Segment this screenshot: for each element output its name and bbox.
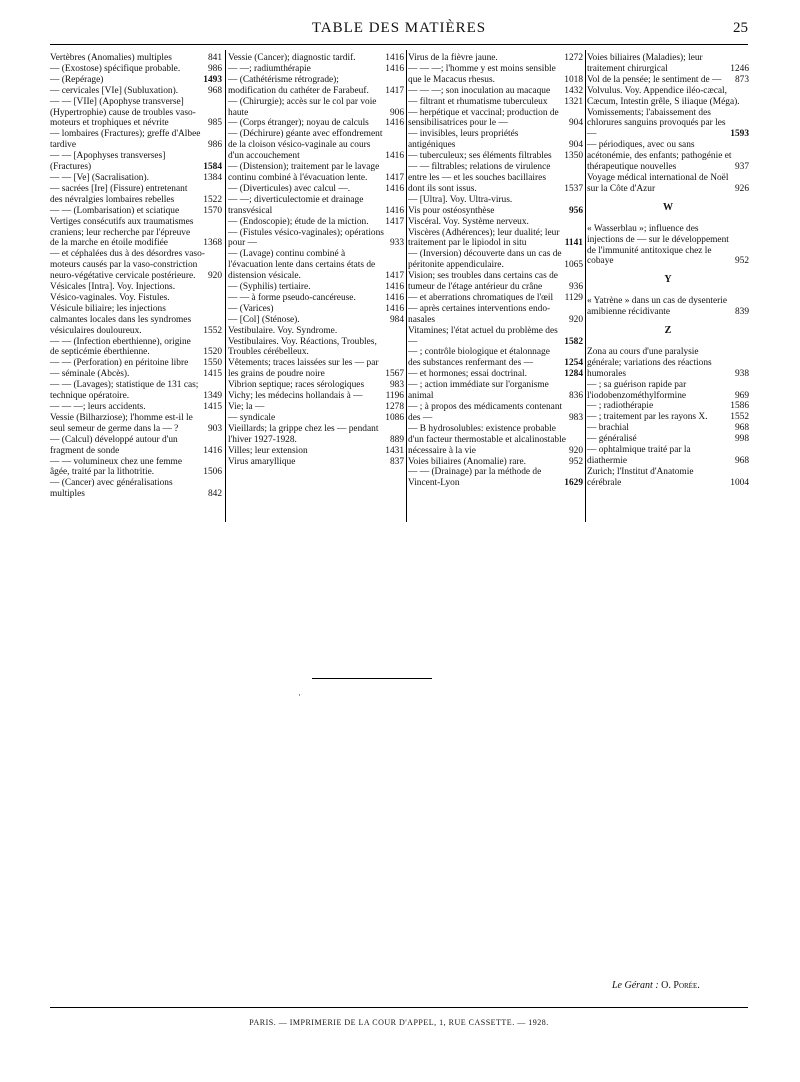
page-reference: 1416 bbox=[385, 53, 404, 63]
index-entry bbox=[50, 86, 222, 97]
entry-text: Vomissements; l'abaissement des chlorures sanguins provoqués par les — bbox=[587, 107, 726, 140]
entry-text: — (Déchirure) géante avec effondrement de la cloison vésico-vaginale au cours d'un accouchement bbox=[228, 129, 383, 162]
entry-text: Zona au cours d'une paralysie générale; variations des réactions humorales bbox=[587, 346, 712, 379]
page-reference: 933 bbox=[389, 238, 404, 249]
index-entry bbox=[50, 457, 222, 479]
page-reference: 1416 bbox=[385, 183, 404, 194]
gerant-label: Le Gérant : bbox=[612, 980, 659, 991]
index-entry bbox=[408, 195, 583, 206]
entry-text: Voies biliaires (Maladies); leur traitement chirurgical bbox=[587, 53, 703, 74]
entry-text: — cervicales [VIe] (Subluxation). bbox=[50, 85, 179, 96]
index-entry bbox=[50, 435, 222, 457]
index-entry bbox=[50, 129, 222, 151]
page-reference: 984 bbox=[389, 314, 404, 325]
entry-text: — — —; l'homme y est moins sensible que le Macacus rhesus. bbox=[408, 63, 556, 85]
index-entry bbox=[408, 457, 583, 468]
entry-text: — (Cancer) avec généralisations multiples bbox=[50, 478, 173, 500]
entry-text: Zurich; l'Institut d'Anatomie cérébrale bbox=[587, 466, 694, 488]
entry-text: Vêtements; traces laissées sur les — par les grains de poudre noire bbox=[228, 358, 379, 380]
index-entry bbox=[228, 293, 404, 304]
entry-text: « Yatrène » dans un cas de dysenterie amibienne récidivante bbox=[587, 296, 728, 318]
page-reference: 956 bbox=[568, 205, 583, 216]
entry-text: — ; traitement par les rayons X. bbox=[587, 412, 708, 423]
section-letter: Z bbox=[664, 325, 672, 337]
page-reference: 904 bbox=[568, 140, 583, 151]
page-reference: 889 bbox=[389, 434, 404, 445]
page-reference: 983 bbox=[568, 412, 583, 423]
entry-text: — — à forme pseudo-cancéreuse. bbox=[228, 292, 356, 303]
index-entry bbox=[50, 380, 222, 402]
page-reference: 1416 bbox=[203, 445, 222, 456]
index-entry bbox=[228, 249, 404, 282]
index-column-1 bbox=[50, 53, 222, 500]
entry-text: Viscéral. Voy. Système nerveux. bbox=[408, 216, 529, 227]
entry-text: Vol de la pensée; le sentiment de — bbox=[587, 74, 722, 85]
footer-rule bbox=[50, 1007, 748, 1008]
entry-text: — (Exostose) spécifique probable. bbox=[50, 63, 181, 74]
entry-text: — — volumineux chez une femme âgée, traité par la lithotritie. bbox=[50, 456, 182, 478]
index-entry bbox=[50, 369, 222, 380]
section-letter: W bbox=[663, 201, 673, 213]
entry-text: — lombaires (Fractures); greffe d'Albee tardive bbox=[50, 129, 201, 151]
page-reference: 1086 bbox=[385, 412, 404, 423]
index-entry bbox=[228, 217, 404, 228]
index-entry bbox=[228, 118, 404, 129]
page-reference: 1416 bbox=[385, 63, 404, 74]
entry-text: — sacrées [Ire] (Fissure) entretenant des névralgies lombaires rebelles bbox=[50, 183, 188, 205]
entry-text: — (Varices) bbox=[228, 303, 274, 314]
index-column-4 bbox=[587, 53, 749, 489]
index-entry bbox=[50, 64, 222, 75]
entry-text: Vésicales [Intra]. Voy. Injections. bbox=[50, 282, 176, 293]
page-reference: 1584 bbox=[203, 162, 222, 173]
index-entry bbox=[50, 53, 222, 64]
index-entry bbox=[408, 249, 583, 271]
page-reference: 1415 bbox=[203, 369, 222, 380]
end-rule bbox=[312, 678, 432, 679]
index-entry bbox=[587, 140, 749, 173]
index-entry bbox=[228, 304, 404, 315]
page-reference: 1416 bbox=[385, 205, 404, 216]
header-rule bbox=[50, 44, 748, 45]
index-entry bbox=[408, 369, 583, 380]
page-reference: 1321 bbox=[564, 96, 583, 107]
page-reference: 1537 bbox=[564, 183, 583, 194]
entry-text: Vertèbres (Anomalies) multiples bbox=[50, 53, 172, 63]
stray-mark: · bbox=[298, 690, 301, 700]
entry-text: — (Syphilis) tertiaire. bbox=[228, 282, 311, 293]
entry-text: — ; sa guérison rapide par l'iodobenzométhylformine bbox=[587, 379, 687, 401]
gerant-signature bbox=[612, 980, 700, 991]
entry-text: — invisibles, leurs propriétés antigéniques bbox=[408, 129, 519, 151]
index-entry bbox=[408, 228, 583, 250]
index-entry bbox=[228, 358, 404, 380]
page-reference: 952 bbox=[568, 456, 583, 467]
page-reference: 1384 bbox=[203, 172, 222, 183]
gerant-name: O. Porée. bbox=[661, 980, 700, 991]
page-reference: 1415 bbox=[203, 402, 222, 412]
page-reference: 1246 bbox=[730, 63, 749, 74]
index-entry bbox=[228, 184, 404, 195]
index-entry bbox=[587, 75, 749, 86]
entry-text: Vitamines; l'état actuel du problème des — bbox=[408, 325, 558, 347]
index-entry bbox=[228, 97, 404, 119]
index-entry bbox=[408, 271, 583, 293]
index-entry bbox=[50, 151, 222, 173]
page-reference: 1018 bbox=[564, 74, 583, 85]
index-entry bbox=[50, 75, 222, 86]
entry-text: — ; action immédiate sur l'organisme animal bbox=[408, 380, 549, 402]
entry-text: — (Chirurgie); accès sur le col par voie haute bbox=[228, 96, 377, 118]
index-entry bbox=[587, 108, 749, 141]
entry-text: — (Lavage) continu combiné à l'évacuation lente dans certains états de distension vésicale. bbox=[228, 249, 376, 282]
page-reference: 936 bbox=[568, 282, 583, 293]
page-reference: 968 bbox=[207, 85, 222, 96]
page-reference: 1349 bbox=[203, 391, 222, 402]
page-reference: 1004 bbox=[730, 477, 749, 488]
index-entry bbox=[587, 296, 749, 318]
index-entry bbox=[408, 97, 583, 108]
index-entry bbox=[228, 282, 404, 293]
entry-text: — ophtalmique traité par la diathermie bbox=[587, 445, 691, 466]
page-reference: 837 bbox=[389, 456, 404, 467]
index-entry bbox=[408, 326, 583, 348]
entry-text: Virus de la fièvre jaune. bbox=[408, 53, 498, 63]
entry-text: — [Ultra]. Voy. Ultra-virus. bbox=[408, 194, 513, 205]
page-reference: 985 bbox=[207, 118, 222, 129]
page-reference: 1567 bbox=[385, 369, 404, 380]
entry-text: Vessie (Bilharziose); l'homme est-il le seul semeur de germe dans la — ? bbox=[50, 412, 193, 434]
index-entry bbox=[50, 97, 222, 130]
index-entry bbox=[587, 347, 749, 380]
entry-text: — brachial bbox=[587, 423, 629, 434]
index-entry bbox=[408, 402, 583, 424]
index-entry bbox=[587, 401, 749, 412]
entry-text: — — —; son inoculation au macaque bbox=[408, 85, 551, 96]
page-reference: 1582 bbox=[564, 336, 583, 347]
entry-text: — B hydrosolubles: existence probable d'un facteur thermostable et alcalinostable nécessaire à la vie bbox=[408, 423, 566, 456]
entry-text: Virus amaryllique bbox=[228, 456, 296, 467]
page-reference: 1065 bbox=[564, 260, 583, 271]
index-entry bbox=[408, 217, 583, 228]
index-entry bbox=[228, 337, 404, 359]
index-entry bbox=[228, 326, 404, 337]
entry-text: Vibrion septique; races sérologiques bbox=[228, 380, 365, 391]
entry-text: — [Col] (Sténose). bbox=[228, 314, 300, 325]
index-entry bbox=[408, 108, 583, 130]
index-entry bbox=[587, 434, 749, 445]
entry-text: — — (Perforation) en péritoine libre bbox=[50, 358, 189, 369]
entry-text: — — (Drainage) par la méthode de Vincent-Lyon bbox=[408, 467, 542, 489]
index-entry bbox=[50, 304, 222, 337]
entry-text: Vie; la — bbox=[228, 402, 265, 412]
entry-text: — herpétique et vaccinal; production de sensibilisatrices pour le — bbox=[408, 107, 559, 129]
entry-text: — et hormones; essai doctrinal. bbox=[408, 369, 527, 380]
index-entry bbox=[228, 380, 404, 391]
index-entry bbox=[408, 304, 583, 326]
page-number: 25 bbox=[733, 20, 748, 36]
page-reference: 1272 bbox=[564, 53, 583, 63]
index-entry bbox=[408, 380, 583, 402]
index-entry bbox=[408, 293, 583, 304]
section-letter: Y bbox=[664, 274, 672, 286]
entry-text: Vis pour ostéosynthèse bbox=[408, 205, 495, 216]
page-reference: 839 bbox=[734, 307, 749, 318]
index-entry bbox=[228, 53, 404, 64]
entry-text: — périodiques, avec ou sans acétonémie, des enfants; pathogénie et thérapeutique nouvelles bbox=[587, 140, 732, 173]
entry-text: Vestibulaires. Voy. Réactions, Troubles, Troubles cérébelleux. bbox=[228, 336, 377, 358]
entry-text: — tuberculeux; ses éléments filtrables bbox=[408, 151, 552, 162]
page-reference: 968 bbox=[734, 456, 749, 466]
page-reference: 983 bbox=[389, 380, 404, 391]
index-entry bbox=[408, 347, 583, 369]
index-entry bbox=[228, 446, 404, 457]
entry-text: — — [Ve] (Sacralisation). bbox=[50, 172, 149, 183]
entry-text: — (Inversion) découverte dans un cas de péritonite appendiculaire. bbox=[408, 249, 562, 271]
index-entry bbox=[50, 337, 222, 359]
index-entry bbox=[228, 162, 404, 184]
page-reference: 920 bbox=[568, 314, 583, 325]
page-reference: 1416 bbox=[385, 151, 404, 162]
entry-text: — (Endoscopie); étude de la miction. bbox=[228, 216, 369, 227]
index-column-2 bbox=[228, 53, 404, 467]
index-entry bbox=[408, 64, 583, 86]
page-reference: 1417 bbox=[385, 216, 404, 227]
page-reference: 904 bbox=[568, 118, 583, 129]
entry-text: — —; diverticulectomie et drainage transvésical bbox=[228, 194, 364, 216]
page-reference: 1431 bbox=[385, 445, 404, 456]
page-reference: 1629 bbox=[564, 478, 583, 489]
page-reference: 998 bbox=[734, 434, 749, 445]
index-entry bbox=[50, 206, 222, 217]
index-entry bbox=[587, 53, 749, 75]
entry-text: Vestibulaire. Voy. Syndrome. bbox=[228, 325, 338, 336]
entry-text: Voyage médical international de Noël sur la Côte d'Azur bbox=[587, 172, 729, 194]
column-divider bbox=[585, 50, 586, 522]
page-reference: 1350 bbox=[564, 151, 583, 162]
index-entry bbox=[228, 413, 404, 424]
page-reference: 1593 bbox=[730, 129, 749, 140]
index-entry bbox=[408, 162, 583, 195]
index-entry bbox=[587, 412, 749, 423]
page-title: TABLE DES MATIÈRES bbox=[311, 20, 487, 36]
index-entry bbox=[50, 478, 222, 500]
entry-text: — — —; leurs accidents. bbox=[50, 402, 146, 412]
index-entry bbox=[50, 358, 222, 369]
index-entry bbox=[228, 424, 404, 446]
page-reference: 920 bbox=[207, 271, 222, 282]
entry-text: Villes; leur extension bbox=[228, 445, 308, 456]
page-reference: 920 bbox=[568, 445, 583, 456]
column-divider bbox=[406, 50, 407, 522]
page-reference: 1368 bbox=[203, 238, 222, 249]
index-column-3 bbox=[408, 53, 583, 489]
page-reference: 1552 bbox=[730, 412, 749, 423]
index-entry bbox=[408, 129, 583, 151]
page-reference: 836 bbox=[568, 391, 583, 402]
page-reference: 1570 bbox=[203, 205, 222, 216]
entry-text: — (Distension); traitement par le lavage continu combiné à l'évacuation lente. bbox=[228, 162, 380, 183]
entry-text: Vieillards; la grippe chez les — pendant l'hiver 1927-1928. bbox=[228, 423, 379, 445]
page-reference: 1278 bbox=[385, 402, 404, 412]
page-reference: 1254 bbox=[564, 358, 583, 369]
entry-text: Vichy; les médecins hollandais à — bbox=[228, 391, 363, 402]
page-reference: 1416 bbox=[385, 118, 404, 129]
entry-text: — séminale (Abcès). bbox=[50, 369, 130, 380]
page-reference: 1417 bbox=[385, 85, 404, 96]
entry-text: Vésico-vaginales. Voy. Fistules. bbox=[50, 292, 170, 303]
page-reference: 1416 bbox=[385, 292, 404, 303]
page-reference: 1432 bbox=[564, 85, 583, 96]
entry-text: Volvulus. Voy. Appendice iléo-cæcal, Cæcum, Intestin grêle, S iliaque (Méga). bbox=[587, 85, 740, 107]
page-reference: 1417 bbox=[385, 172, 404, 183]
page-reference: 1129 bbox=[564, 292, 583, 303]
entry-text: — — (Infection eberthienne), origine de septicémie éberthienne. bbox=[50, 336, 191, 358]
page-reference: 1417 bbox=[385, 271, 404, 282]
entry-text: — syndicale bbox=[228, 412, 276, 423]
page-reference: 986 bbox=[207, 140, 222, 151]
entry-text: — (Corps étranger); noyau de calculs bbox=[228, 118, 369, 129]
entry-text: — (Calcul) développé autour d'un fragment de sonde bbox=[50, 434, 178, 456]
page-reference: 937 bbox=[734, 162, 749, 173]
entry-text: — — [Apophyses transverses] (Fractures) bbox=[50, 151, 166, 173]
index-entry bbox=[50, 173, 222, 184]
page-reference: 1141 bbox=[564, 238, 583, 249]
index-entry bbox=[50, 217, 222, 250]
index-entry bbox=[587, 423, 749, 434]
index-entry bbox=[587, 86, 749, 108]
index-entry bbox=[587, 380, 749, 402]
index-entry bbox=[50, 402, 222, 413]
index-entry bbox=[408, 424, 583, 457]
index-entry bbox=[228, 75, 404, 97]
entry-text: — (Repérage) bbox=[50, 74, 104, 85]
entry-text: Vessie (Cancer); diagnostic tardif. bbox=[228, 53, 356, 63]
index-entry bbox=[587, 173, 749, 195]
entry-text: — et aberrations chromatiques de l'œil bbox=[408, 292, 554, 303]
index-entry bbox=[50, 413, 222, 435]
index-entry bbox=[228, 64, 404, 75]
page-reference: 926 bbox=[734, 183, 749, 194]
entry-text: Vision; ses troubles dans certains cas de tumeur de l'étage antérieur du crâne bbox=[408, 271, 558, 293]
page-reference: 968 bbox=[734, 423, 749, 434]
index-entry bbox=[408, 467, 583, 489]
page-reference: 1493 bbox=[203, 74, 222, 85]
entry-text: — — filtrables; relations de virulence entre les — et les souches bacillaires dont ils sont issus. bbox=[408, 162, 551, 194]
page-reference: 1284 bbox=[564, 369, 583, 380]
page-reference: 906 bbox=[389, 107, 404, 118]
entry-text: Voies biliaires (Anomalie) rare. bbox=[408, 456, 527, 467]
entry-text: — filtrant et rhumatisme tuberculeux bbox=[408, 96, 548, 107]
index-entry bbox=[408, 86, 583, 97]
index-entry bbox=[50, 249, 222, 282]
page-reference: 842 bbox=[207, 489, 222, 500]
entry-text: — — [VIIe] (Apophyse transverse] (Hypertrophie) cause de troubles vaso-moteurs et trophiques et névrite bbox=[50, 96, 196, 129]
entry-text: Vertiges consécutifs aux traumatismes craniens; leur recherche par l'épreuve de la marche en étoile modifiée bbox=[50, 216, 194, 249]
index-entry bbox=[587, 224, 749, 268]
page-reference: 1552 bbox=[203, 325, 222, 336]
index-entry bbox=[228, 402, 404, 413]
entry-text: Viscères (Adhérences); leur dualité; leur traitement par le lipiodol in situ bbox=[408, 227, 560, 249]
page-reference: 1550 bbox=[203, 358, 222, 369]
index-entry bbox=[228, 391, 404, 402]
entry-text: — et céphalées dus à des désordres vaso-moteurs causés par la vaso-constriction neuro-végétative cervicale postérieure. bbox=[50, 249, 205, 282]
page-reference: 969 bbox=[734, 390, 749, 401]
entry-text: — (Fistules vésico-vaginales); opérations pour — bbox=[228, 227, 384, 249]
index-entry bbox=[587, 467, 749, 489]
page-reference: 1196 bbox=[385, 391, 404, 402]
entry-text: — (Cathétérisme rétrograde); modification du cathéter de Farabeuf. bbox=[228, 74, 369, 96]
page-reference: 1416 bbox=[385, 303, 404, 314]
page-header bbox=[50, 20, 748, 42]
page-reference: 938 bbox=[734, 368, 749, 379]
page-reference: 1416 bbox=[385, 282, 404, 293]
entry-text: « Wasserblau »; influence des injections de — sur le développement de l'immunité antitoxique chez le cobaye bbox=[587, 223, 729, 267]
printer-imprint: PARIS. — IMPRIMERIE DE LA COUR D'APPEL, 1, RUE CASSETTE. — 1928. bbox=[249, 1018, 549, 1027]
index-entry bbox=[587, 445, 749, 467]
page-reference: 1520 bbox=[203, 347, 222, 358]
entry-text: — ; à propos des médicaments contenant des — bbox=[408, 402, 563, 423]
page-reference: 903 bbox=[207, 423, 222, 434]
index-entry bbox=[228, 129, 404, 162]
index-entry bbox=[228, 195, 404, 217]
entry-text: — —; radiumthérapie bbox=[228, 63, 311, 74]
entry-text: — après certaines interventions endo-nasales bbox=[408, 303, 551, 325]
index-entry bbox=[408, 206, 583, 217]
index-entry bbox=[50, 184, 222, 206]
page-reference: 1506 bbox=[203, 467, 222, 478]
index-entry bbox=[228, 457, 404, 468]
page-reference: 952 bbox=[734, 256, 749, 267]
index-entry bbox=[228, 228, 404, 250]
page-reference: 841 bbox=[207, 53, 222, 63]
entry-text: — ; radiothérapie bbox=[587, 401, 654, 412]
entry-text: — généralisé bbox=[587, 434, 637, 445]
entry-text: — — (Lavages); statistique de 131 cas; technique opératoire. bbox=[50, 380, 199, 402]
entry-text: — (Diverticules) avec calcul —. bbox=[228, 183, 351, 194]
index-entry bbox=[50, 293, 222, 304]
column-divider bbox=[225, 50, 226, 522]
page-reference: 873 bbox=[734, 74, 749, 85]
entry-text: — ; contrôle biologique et étalonnage des substances renfermant des — bbox=[408, 347, 550, 369]
page-reference: 986 bbox=[207, 63, 222, 74]
page-reference: 1522 bbox=[203, 194, 222, 205]
entry-text: — — (Lombarisation) et sciatique bbox=[50, 205, 180, 216]
page-reference: 1586 bbox=[730, 401, 749, 412]
index-entry bbox=[228, 315, 404, 326]
index-entry bbox=[50, 282, 222, 293]
entry-text: Vésicule biliaire; les injections calmantes locales dans les syndromes vésiculaires douloureux. bbox=[50, 303, 192, 336]
index-entry bbox=[408, 151, 583, 162]
index-entry bbox=[408, 53, 583, 64]
